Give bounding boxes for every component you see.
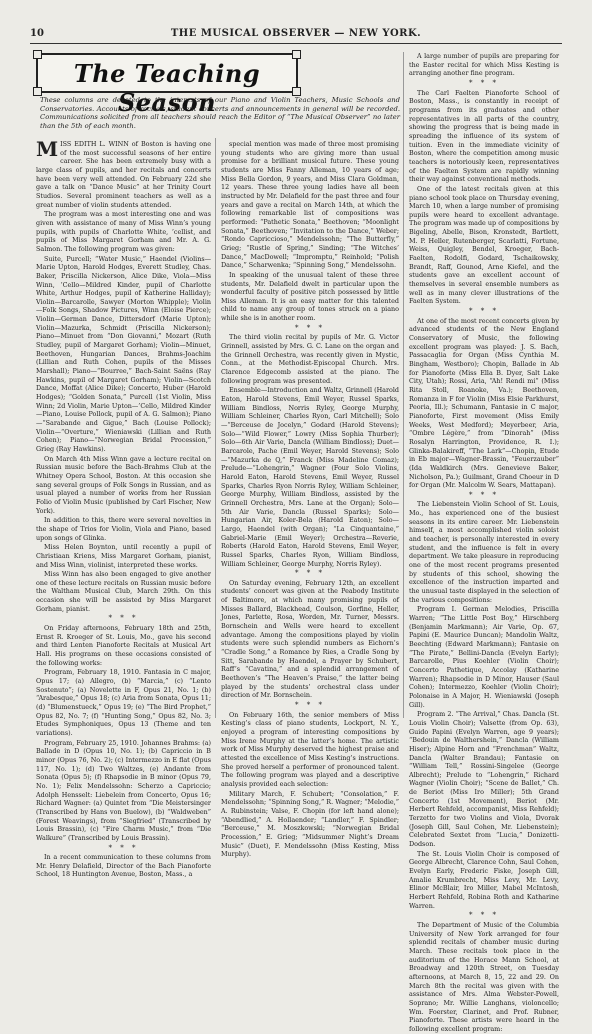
drop-cap: M (36, 137, 59, 161)
article-paragraph (409, 850, 559, 911)
paragraph-text: * * * (108, 614, 139, 623)
section-separator (221, 569, 399, 578)
paragraph-text: * * * (469, 911, 499, 920)
header-rule (30, 43, 562, 44)
article-paragraph (221, 711, 399, 789)
section-separator (221, 701, 399, 710)
paragraph-text: Program, February 25, 1910. Johannes Brahms: (a) Ballade in D (Opus 10, No. 1); (b) Capriccio in B minor (Opus 76, No. 2); (c) Intermezzo in E flat (Opus 117, No. 1); (d) Two Waltzes, (e) Andante from Sonata (Opus 5); (f) Rhapsodie in B minor (Opus 79, No. 1); Felix Mendelssohn: Scherzo a Capriccio; Adolph Hensselt: Liebelein from Concerto, Opus 16; Richard Wagner: (a) Quintet from “Die Meistersinger (Transcribed by Hans von Buelow), (b) “Waldweben” (Forest Weavings), from “Siegfried” (Transcribed by Louis Brassin), (c) “Fire Charm Music,” from “Die Walkure” (Transcribed by Louis Brassin). (36, 738, 211, 842)
section-title: The Teaching Season (73, 59, 261, 117)
article-paragraph (221, 333, 399, 385)
paragraph-text: * * * (295, 569, 325, 578)
column-divider (215, 138, 216, 718)
article-paragraph (409, 710, 559, 849)
paragraph-text: On February 16th, the senior members of Miss Kesting’s class of piano students, Lockport, N. Y., enjoyed a program of interesting compositions by Miss Irene Murphy at the latter’s home. The artistic work of Miss Murphy deserved the highest praise and attested the excellence of Miss Kesting’s instructions. She proved herself a performer of pronounced talent. The following program was played and a descriptive analysis provided each selection: (221, 710, 399, 788)
article-column-2 (221, 140, 399, 859)
paragraph-text: On Friday afternoons, February 18th and 25th, Ernst R. Kroeger of St. Louis, Mo., gave his second and third Lenten Pianoforte Recitals at Musical Art Hall. His programs on these occasions consisted of the following works: (36, 624, 211, 667)
masthead: THE MUSICAL OBSERVER — NEW YORK. (170, 28, 422, 39)
paragraph-text: The third violin recital by pupils of Mr. G. Victor Grinnell, assisted by Mrs. G. C. Lane on the organ and the Grinnell Orchestra, was recently given in Mystic, Conn., at the Methodist-Episcopal Church. Mrs. Clarence Edgecomb assisted at the piano. The following program was presented. (221, 333, 399, 385)
paragraph-text: * * * (469, 78, 499, 87)
article-paragraph (409, 185, 559, 306)
paragraph-text: Program, February 18, 1910. Fantasia in C major, Opus 17; (a) Allegro, (b) “Marcia,” (c) “Lento Sostenuto”; (a) Novelette in F, Opus 21, No. 1; (b) “Arabesque,” Opus 18; (c) Aria from Sonata, Opus 11; (d) “Blumenstueck,” Opus 19; (e) “The Bird Prophet,” Opus 82, No. 7; (f) “Hunting Song,” Opus 82, No. 3; Etudes Symphoniques, Opus 13 (Theme and ten variations). (36, 668, 211, 737)
paragraph-text: Miss Helen Boynton, until recently a pupil of Christiaan Kriens, Miss Margaret Gorham, pianist, and Miss Winn, violinist, interpreted these works. (36, 543, 211, 569)
paragraph-text: * * * (295, 323, 325, 332)
paragraph-text: Miss Winn has also been engaged to give another one of these lecture recitals on Russian music before the Waltham Musical Club, March 29th. On this occasion she will be assisted by Miss Margaret Gorham, pianist. (36, 570, 211, 613)
paragraph-text: On March 4th Miss Winn gave a lecture recital on Russian music before the Bach-Brahms Club at the Whitney Opera School, Boston. At this occasion she sang several groups of Folk Songs in Russian, and as usual played a number of works from her Russian Folio of Violin Music (published by Carl Fischer, New York). (36, 454, 211, 515)
article-paragraph (221, 386, 399, 568)
paragraph-text: The Liebenstein Violin School of St. Louis, Mo., has experienced one of the busiest seasons in its entire career. Mr. Liebenstein himself, a most accomplished violin soloist and teacher, is personally interested in every student, and the influence is felt in every department. We take pleasure in reproducing one of the most recent programs presented by students of this school, showing the excellence of the instruction imparted and the unusual taste displayed in the selection of the various compositions: (409, 500, 559, 604)
paragraph-text: The St. Louis Violin Choir is composed of George Albrecht, Clarence Cohn, Saul Cohen, Evelyn Early, Frederic Fiske, Joseph Gill, Amalie Krumbrecht, Miss Levy, Mr. Levy, Elinor McBlair, Iro Miller, Mabel McIntosh, Herbert Rehfeld, Robina Roth and Katharine Warren. (409, 849, 559, 910)
corner-ornament (292, 50, 301, 59)
section-separator (36, 614, 211, 623)
paragraph-text: * * * (295, 701, 325, 709)
page-number: 10 (30, 28, 44, 39)
article-paragraph (36, 570, 211, 613)
paragraph-text: In speaking of the unusual talent of these three students, Mr. Delafield dwelt in particular upon the wonderful faculty of positive pitch possessed by little Miss Alleman. It is an easy matter for this talented child to name any group of tones struck on a piano while she is in another room. (221, 270, 399, 323)
article-paragraph (36, 137, 211, 209)
section-intro: These columns are devoted to the interests of our Piano and Violin Teachers, Music Schools and Conservatories. Accounts of recitals, student concerts and announcements in general will be recorded. Communications solicited from all teachers should reach the Editor of “The Musical Observer” no later than the 5th of each month. (40, 96, 400, 130)
paragraph-text: Program I. German Melodies, Priscilla Warren; “The Little Post Boy,” Hirschberg (Benjamin Markmann); Air Varie, Op. 67, Papini (E. Maurice Duncan); Mandolin Waltz, Beechting (Edward Markmann); Fantasie on “The Pirate,” Bellini-Dancla (Evelyn Early); Barcarolle, Pius Koehler (Violin Choir); Concerto Pathetique, Accolay (Katharine Warren); Rhapsodie in D Minor, Hauser (Saul Cohen); Intermezzo, Koehler (Violin Choir); Polonaise in A Major, H. Wieniawski (Joseph Gill). (409, 605, 559, 709)
article-paragraph (221, 579, 399, 700)
column-divider (403, 52, 404, 718)
paragraph-text: Ensemble—Introduction and Waltz, Grinnell (Harold Eaton, Harold Stevens, Emil Weyer, Russel Sparks, William Bindloss, Norris Ryley, George Murphy, William Schleiner, Charles Ryon, Carl Mitchell); Solo—“Berceuse de Jocelyn,” Godard (Harold Stevens); Solo—“Wild Flower,” Lowry (Miss Sophia Thurber); Solo—6th Air Varie, Dancla (William Bindloss); Duet—Barcarole, Pache (Emil Weyer, Harold Stevens); Solo—“Mazurka de Q,” Franck (Miss Madeline Comaz); Prelude—“Lohengrin,” Wagner (Four Solo Violins, Harold Eaton, Harold Stevens, Emil Weyer, Russel Sparks, Charles Ryon Norris Ryley, William Schleiner, George Murphy, William Bindloss, assisted by the Grinnell Orchestra, Mrs. Lane at the Organ); Solo—5th Air Varie, Dancla (Russel Sparks); Solo—Hungarian Air, Koler-Bela (Harold Eaton); Solo—Largo, Haendel (with Organ); “La Cinquantaine,” Gabriel-Marie (Emil Weyer); Orchestra—Reverie, Roberts (Harold Eaton, Harold Stevens, Emil Weyer, Russel Sparks, Charles Ryon, William Bindloss, William Schleiner, George Murphy, Norris Ryley). (221, 386, 399, 568)
article-paragraph (409, 317, 559, 490)
paragraph-text: At one of the most recent concerts given by advanced students of the New England Conservatory of Music, the following excellent program was played: J. S. Bach, Passacaglia for Organ (Miss Cynthia M. Bingham, Westboro); Chopin, Ballade in Ab for Pianoforte (Miss Ella B. Dyer, Salt Lake City, Utah); Rossi, Aria, “Ah! Rendi mi” (Miss Rita Stoll, Roanoke, Va.); Beethoven, Romanza in F for Violin (Miss Elsie Parkhurst, Peoria, Ill.); Schumann, Fantasie in C major, Pianoforte, First movement (Miss Emily Weeks, West Medford); Meyerbeer, Aria, “Ombre Légère,” from “Dinorah” (Miss Rosalyn Harrington, Providence, R. I.); Glinka-Balakireff, “The Lark”—Chopin, Etude in Eb major—Wagner-Brassin, “Feuerzauber” (Ida Waldkirch (Mrs. Genevieve Baker, Nicholson, Pa.); Guilmant, Grand Choeur in D for Organ (Mr. Malcolm W. Sears, Mattapan). (409, 316, 559, 490)
paragraph-text: * * * (469, 307, 499, 316)
article-paragraph (36, 255, 211, 454)
section-separator (409, 911, 559, 920)
paragraph-text: Program 2. “The Arrival,” Chas. Dancla (St. Louis Violin Choir); Valsette (from Op. 63), Guido Papini (Evelyn Warren, age 9 years); “Bedouin de Walthershein,” Dancla (William Hiser); Alpine Horn and “Frenchman” Waltz, Dancla (Walter Brandau); Fantasie on “William Tell,” Rossini-Singelee (George Albrecht); Prelude to “Lohengrin,” Richard Wagner (Violin Choir); “Scene de Ballet,” Ch. de Beriot (Miss Iro Miller); 5th Grand Concerto (1st Movement), Beriot (Mr. Herbert Rehfeld, accompanist, Miss Rehfeld); Terzetto for two Violins and Viola, Dvorak (Joseph Gill, Saul Cohen, Mr. Liebenstein); Celebrated Sextet from “Lucia,” Donizetti-Dodson. (409, 710, 559, 849)
page-header (30, 28, 562, 42)
paragraph-text: ISS EDITH L. WINN of Boston is having one of the most successful seasons of her entire career. She has been extremely busy with a large class of pupils, and her recitals and concerts have been very well attended. On February 22d she gave a talk on “Dance Music” at her Trinity Court Studios. Several prominent teachers as well as a great number of violin students attended. (36, 140, 211, 209)
paragraph-text: * * * (469, 490, 499, 499)
corner-ornament (33, 50, 42, 59)
article-paragraph (36, 668, 211, 737)
article-paragraph (36, 455, 211, 516)
article-paragraph (221, 140, 399, 270)
paragraph-text: In addition to this, there were several novelties in the shape of Trios for Violin, Viola and Piano, based upon songs of Glinka. (36, 516, 211, 542)
paragraph-text: On Saturday evening, February 12th, an excellent students’ concert was given at the Peabody Institute of Baltimore, at which many promising pupils of Misses Ballard, Blackhead, Coulson, Gorfine, Heller, Jones, Parlette, Rosa, Worden, Mr. Turner, Messrs. Bornschein and Wells were heard to excellent advantage. Among the compositions played by violin students were such splendid numbers as Eichorn’s “Cradle Song,” a Romance by Ries, a Cradle Song by Sitt, Sarabande by Haendel, a Prayer by Schubert, Raff’s “Cavatina,” and a splendid arrangement of Beethoven’s “The Heaven’s Praise,” the latter being played by the students’ orchestral class under direction of Mr. Bornschein. (221, 578, 399, 700)
section-title-box (36, 53, 298, 117)
paragraph-text: * * * (108, 843, 139, 852)
article-paragraph (221, 790, 399, 859)
article-paragraph (36, 543, 211, 569)
section-separator (221, 324, 399, 333)
section-separator (409, 307, 559, 316)
article-paragraph (36, 739, 211, 843)
article-paragraph (36, 516, 211, 542)
article-paragraph (409, 500, 559, 604)
paragraph-text: special mention was made of three most promising young students who are giving more than usual promise for a brilliant musical future. These young students are Miss Fanny Alleman, 10 years of age; Miss Bella Gordon, 9 years, and Miss Clara Goldman, 12 years. These three young ladies have all been instructed by Mr. Delafield for the past three and four years and gave a recital on March 14th, at which the following remarkable list of compositions was performed: “Pathetic Sonata,” Beethoven; “Moonlight Sonata,” Beethoven; “Invitation to the Dance,” Weber; “Rondo Capriccioso,” Mendelssohn; “The Butterfly,” Grieg; “Rustle of Spring,” Sinding; “The Witches’ Dance,” MacDowell; “Impromptu,” Reinhold; “Polish Dance,” Scharwenka; “Spinning Song,” Mendelssohn. (221, 140, 399, 270)
article-column-1 (36, 137, 211, 879)
section-separator (36, 844, 211, 853)
section-separator (409, 79, 559, 88)
paragraph-text: The program was a most interesting one and was given with assistance of many of Miss Winn’s young pupils, with pupils of Charlotte White, ’cellist, and pupils of Miss Margaret Gorham and Mr. A. G. Salmon. The following program was given: (36, 210, 211, 253)
article-paragraph (409, 52, 559, 78)
article-paragraph (36, 853, 211, 879)
article-column-3 (409, 52, 559, 1033)
article-paragraph (221, 271, 399, 323)
paragraph-text: A large number of pupils are preparing for the Easter recital for which Miss Kesting is arranging another fine program. (409, 52, 559, 78)
section-separator (409, 491, 559, 500)
paragraph-text: In a recent communication to these columns from Mr. Henry Delafield, Director of the Bach Pianoforte School, 18 Huntington Avenue, Boston, Mass., a (36, 853, 211, 879)
paragraph-text: Military March, F. Schubert; “Consolation,” F. Mendelssohn; “Spinning Song,” R. Wagner; “Melodie,” A. Rubinstein; Valse, F. Chopin (for left hand alone); “Abendlied,” A. Hollaender; “Landler,” F. Spindler; “Berceuse,” M. Moszkowski; “Norwegian Bridal Procession,” E. Grieg; “Midsummer Night’s Dream Music” (Duet), F. Mendelssohn (Miss Kesting, Miss Murphy). (221, 789, 399, 859)
article-paragraph (409, 921, 559, 1034)
paragraph-text: The Department of Music of the Columbia University of New York arranged for four splendid recitals of chamber music during March. These recitals took place in the auditorium of the Horace Mann School, at Broadway and 120th Street, on Tuesday afternoons, at March 8, 15, 22 and 29. On March 8th the recital was given with the assistance of Mrs. Alma Webster-Powell, Soprano; Mr. Willie Langhans, violoncello; Wm. Foerster, Clarinet, and Prof. Rubner, Pianoforte. These artists were heard in the following excellent program: (409, 920, 559, 1033)
article-paragraph (36, 210, 211, 253)
paragraph-text: One of the latest recitals given at this piano school took place on Thursday evening, March 10, when a large number of promising pupils were heard to excellent advantage. The program was made up of compositions by Bigeling, Abelle, Bison, Kronstedt, Bartlett, M. P. Heller, Rutenberger, Scarlatti, Fortune, Weiss, Quigley, Bendel, Kroeger, Bach-Faelten, Rodolfi, Godard, Tschaikowsky, Brandt, Raff, Gounod, Arne Kiefel, and the students gave an excellent account of themselves in several ensemble numbers as well as in many clever illustrations of the Faelten System. (409, 184, 559, 306)
paragraph-text: Suite, Purcell; “Water Music,” Haendel (Violins—Marie Upton, Harold Hodges, Everett Studley, Chas. Baker, Priscilla Nickerson, Alice Dike, Viola—Miss Winn, ’Cello—Mildred Kinder, pupil of Charlotte White, Arthur Hodges, pupil of Katherine Halliday); Violin—Barcarolle, Sawyer (Morton Whipple); Violin—Folk Songs, Shadow Pictures, Winn (Eloise Pierce); Violin—German Dance, Dittersdorf (Marie Upton); Violin—Mazurka, Schmidt (Priscilla Nickerson); Piano—Minuet from “Don Giovanni,” Mozart (Ruth Studley, pupil of Margaret Gorham); Violin—Minuet, Beethoven, Hungarian Dances, Brahms-Joachim (Lillian and Ruth Cohen, pupils of the Misses Marshall); Piano—“Bourree,” Bach-Saint Saëns (Ray Hawkins, pupil of Margaret Gorham); Violin—Scotch Dance, Moffat (Alice Dike); Concerto, Huber (Harold Hodges); “Golden Sonata,” Purcell (1st Violin, Miss Winn; 2d Violin, Marie Upton—’Cello, Mildred Kinder—Piano, Louise Pollock, pupil of A. G. Salmon); Piano—“Sarabande and Gigue,” Bach (Louise Pollock); Violin—“Overture,” Wieniawski (Lillian and Ruth Cohen); Piano—“Norwegian Bridal Procession,” Grieg (Ray Hawkins). (36, 254, 211, 453)
article-paragraph (409, 89, 559, 184)
article-paragraph (36, 624, 211, 667)
paragraph-text: The Carl Faelten Pianoforte School of Boston, Mass., is constantly in receipt of programs from its graduates and other representatives in all parts of the country, showing the progress that is being made in spreading the influence of its system of tuition. Even in the immediate vicinity of Boston, where the competition among music teachers is notoriously keen, representatives of the Faelten System are rapidly winning their way against conventional methods. (409, 88, 559, 184)
article-paragraph (409, 605, 559, 709)
